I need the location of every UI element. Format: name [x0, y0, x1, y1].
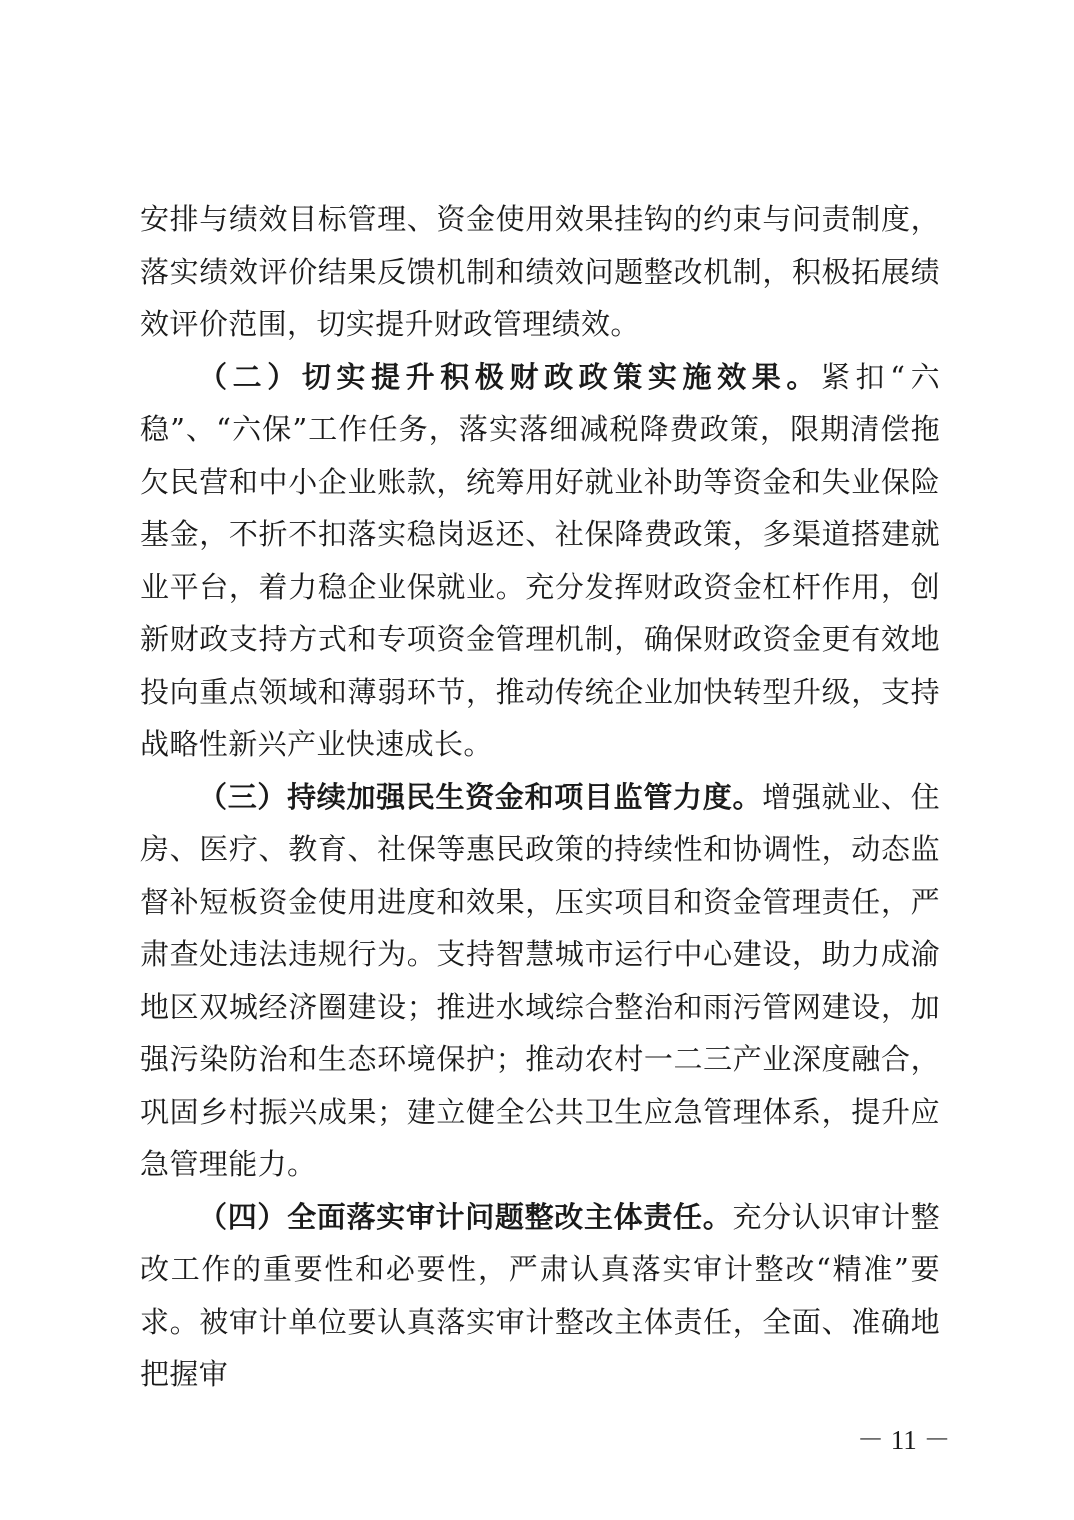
section-heading: （三）持续加强民生资金和项目监管力度。	[198, 779, 763, 814]
section-heading: （四）全面落实审计问题整改主体责任。	[198, 1199, 733, 1234]
document-body	[140, 193, 940, 1401]
section-heading: （二）切实提升积极财政政策实施效果。	[198, 359, 821, 394]
paragraph-text: 紧扣“六稳”、“六保”工作任务，落实落细减税降费政策，限期清偿拖欠民营和中小企业账款，统筹用好就业补助等资金和失业保险基金，不折不扣落实稳岗返还、社保降费政策，多渠道搭建就业平台，着力稳企业保就业。充分发挥财政资金杠杆作用，创新财政支持方式和专项资金管理机制，确保财政资金更有效地投向重点领域和薄弱环节，推动传统企业加快转型升级，支持战略性新兴产业快速成长。	[140, 359, 940, 761]
paragraph-continuation	[140, 193, 940, 351]
paragraph-section-2	[140, 351, 940, 771]
paragraph-section-3	[140, 771, 940, 1191]
paragraph-text: 增强就业、住房、医疗、教育、社保等惠民政策的持续性和协调性，动态监督补短板资金使用进度和效果，压实项目和资金管理责任，严肃查处违法违规行为。支持智慧城市运行中心建设，助力成渝地区双城经济圈建设；推进水域综合整治和雨污管网建设，加强污染防治和生态环境保护；推动农村一二三产业深度融合，巩固乡村振兴成果；建立健全公共卫生应急管理体系，提升应急管理能力。	[140, 779, 940, 1181]
paragraph-text: 充分认识审计整改工作的重要性和必要性，严肃认真落实审计整改“精准”要求。被审计单位要认真落实审计整改主体责任，全面、准确地把握审	[140, 1199, 940, 1391]
paragraph-text: 安排与绩效目标管理、资金使用效果挂钩的约束与问责制度，落实绩效评价结果反馈机制和绩效问题整改机制，积极拓展绩效评价范围，切实提升财政管理绩效。	[140, 202, 940, 341]
page-number: － 11 －	[857, 1425, 951, 1455]
paragraph-section-4	[140, 1191, 940, 1401]
